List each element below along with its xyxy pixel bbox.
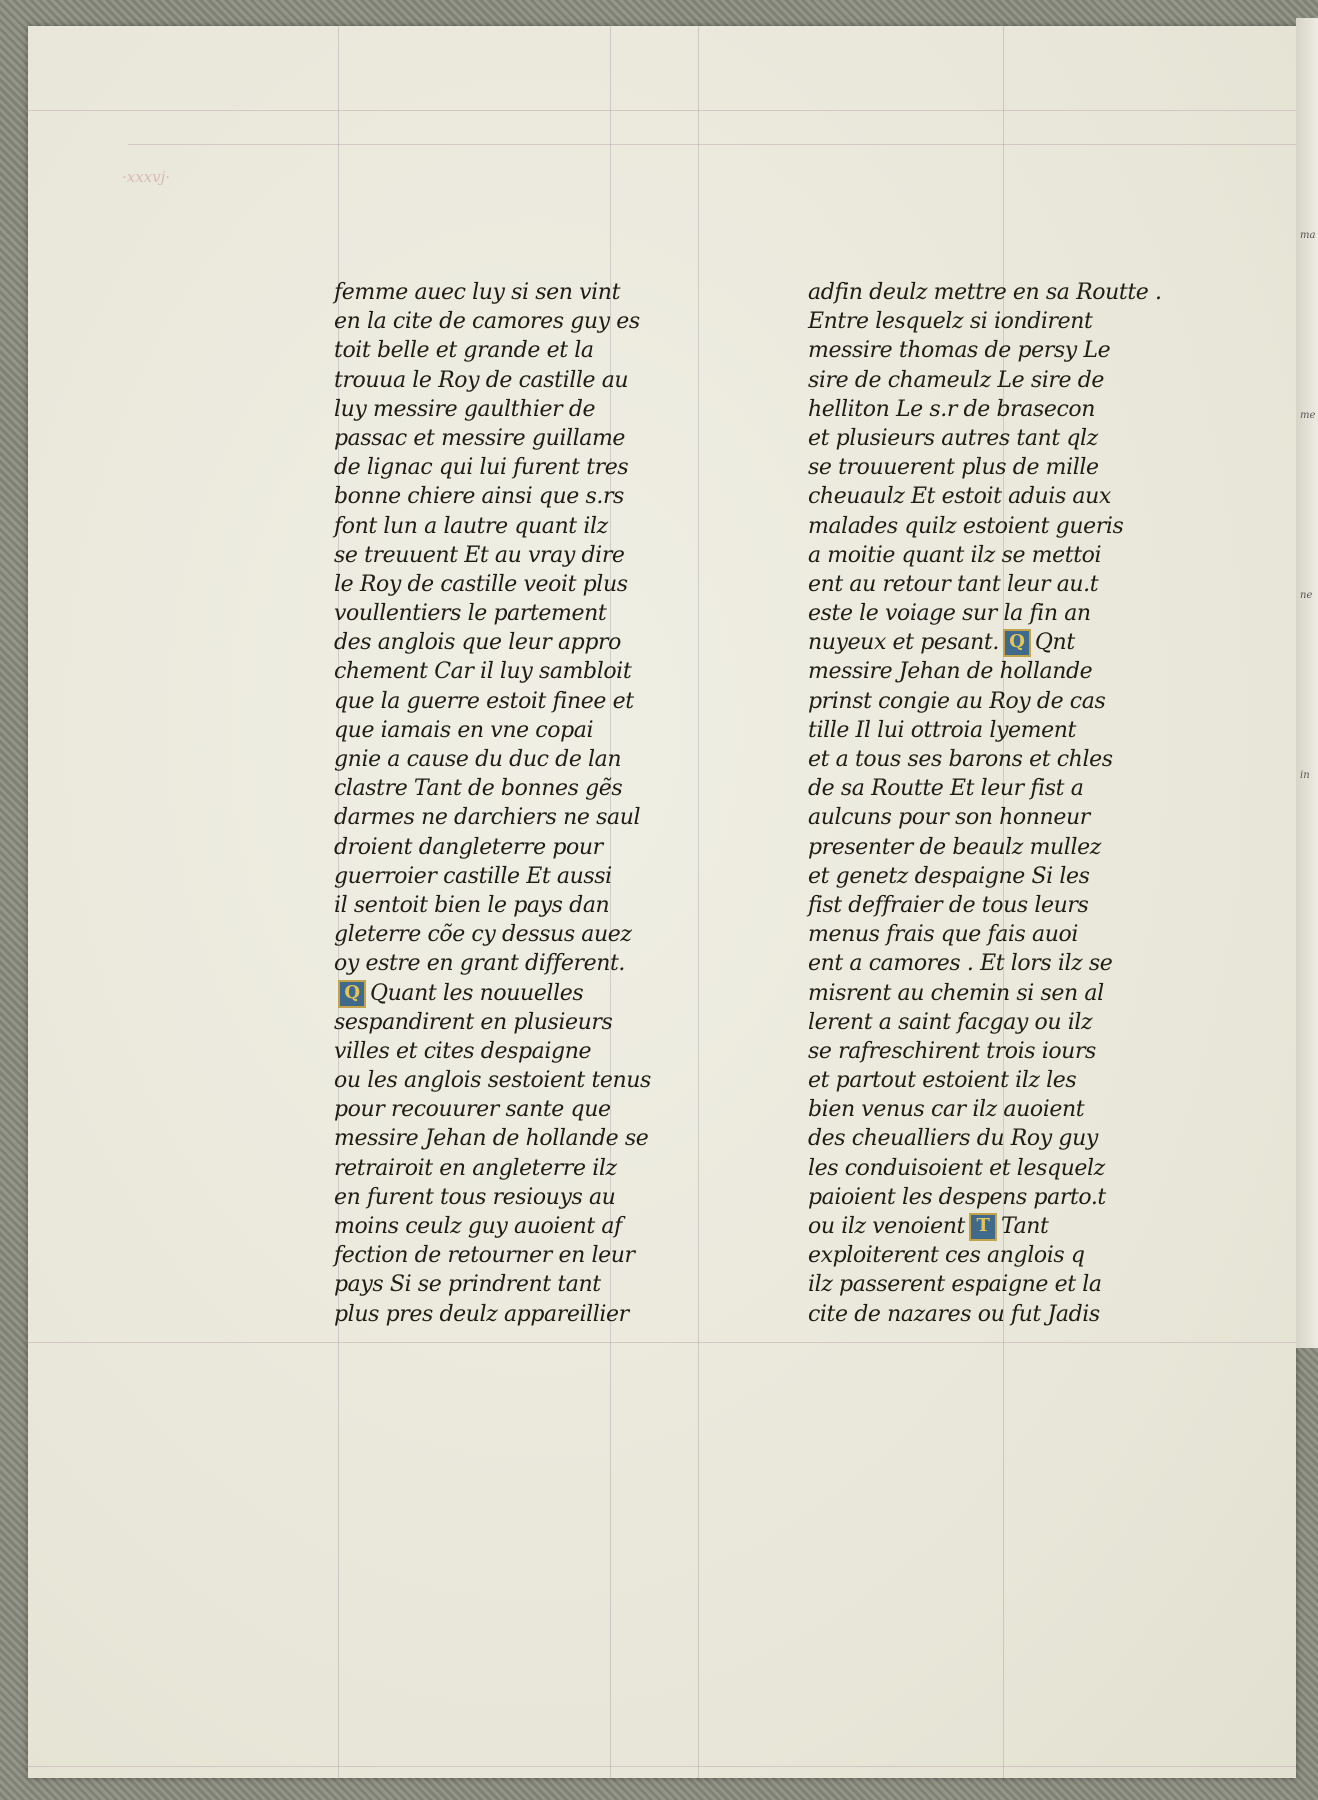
text-line [808,307,1162,336]
text-line [334,1154,651,1183]
line-text: font lun a lautre quant ilz [334,513,608,539]
line-text: que la guerre estoit finee et [334,688,634,714]
text-line [334,891,651,920]
line-text: luy messire gaulthier de [334,396,596,422]
text-line [808,366,1162,395]
text-line [334,512,651,541]
line-text: et a tous ses barons et chles [808,747,1113,772]
text-line [808,774,1162,803]
text-line [808,1300,1162,1329]
line-text: messire Jehan de hollande [808,659,1093,685]
line-text: menus frais que fais auoi [808,922,1079,948]
line-text: se trouuerent plus de mille [808,455,1099,481]
line-text: ent au retour tant leur au.t [808,571,1099,597]
text-line [334,833,651,862]
text-line [334,1300,651,1329]
text-line [334,366,651,395]
line-text: fection de retourner en leur [334,1243,635,1269]
line-text: ou les anglois sestoient tenus [334,1068,651,1094]
line-text: presenter de beaulz mullez [808,834,1101,860]
text-line [334,803,651,832]
line-text: de sa Routte Et leur fist a [808,776,1084,802]
text-line [808,541,1162,570]
text-line [808,453,1162,482]
text-line [334,1066,651,1095]
line-text: gleterre cõe cy dessus auez [334,922,632,948]
text-line [334,716,651,745]
text-line [808,278,1162,307]
text-line [808,1183,1162,1212]
text-line [808,336,1162,365]
line-text: trouua le Roy de castille au [334,367,629,393]
text-line [334,979,651,1008]
line-text: des cheualliers du Roy guy [808,1126,1098,1152]
line-text: ou ilz venoient [808,1214,965,1239]
line-text: voullentiers le partement [334,601,607,627]
line-text: sire de chameulz Le sire de [808,367,1105,393]
text-line [808,803,1162,832]
text-line [808,657,1162,686]
text-line [334,453,651,482]
line-text: toit belle et grande et la [334,338,594,364]
text-line [808,949,1162,978]
text-line [334,570,651,599]
text-line [334,628,651,657]
line-text: Quant les nouuelles [370,980,584,1006]
line-text: des anglois que leur appro [334,630,621,656]
text-line [808,1154,1162,1183]
ruling-line [698,26,699,1778]
line-text: a moitie quant ilz se mettoi [808,542,1102,568]
text-line [808,920,1162,949]
text-line [808,599,1162,628]
line-text: lerent a saint facgay ou ilz [808,1009,1093,1035]
line-text: de lignac qui lui furent tres [334,455,629,481]
line-text: helliton Le s.r de brasecon [808,396,1096,422]
line-text: aulcuns pour son honneur [808,805,1090,831]
text-line [808,1212,1162,1241]
text-line [334,1124,651,1153]
manuscript-page [28,26,1296,1778]
line-text: se treuuent Et au vray dire [334,542,625,568]
ruling-line [28,1766,1296,1767]
text-line [808,862,1162,891]
ruling-line [128,144,1296,145]
line-text: nuyeux et pesant. [808,630,999,656]
text-line [808,628,1162,657]
text-line [334,1037,651,1066]
text-line [808,1270,1162,1299]
illuminated-initial: Q [338,980,366,1008]
line-text: bonne chiere ainsi que s.rs [334,484,624,510]
line-text: darmes ne darchiers ne saul [334,805,641,831]
ruling-line [28,110,1296,111]
text-line [808,512,1162,541]
text-line [334,307,651,336]
line-text: cheuaulz Et estoit aduis aux [808,484,1111,510]
text-line [334,774,651,803]
line-text-after-initial: Qnt [1034,630,1075,656]
line-text: se rafreschirent trois iours [808,1038,1096,1064]
text-line [808,745,1162,774]
line-text: plus pres deulz appareillier [334,1301,629,1327]
folio-mark: ·xxxvj· [122,168,171,186]
text-line [334,541,651,570]
text-line [334,745,651,774]
text-line [334,1212,651,1241]
line-text: Entre lesquelz si iondirent [808,309,1093,335]
left-text-column [334,278,651,1329]
text-line [808,482,1162,511]
line-text: femme auec luy si sen vint [334,280,621,305]
line-text: droient dangleterre pour [334,834,603,860]
right-text-column [808,278,1162,1329]
text-line [808,979,1162,1008]
text-line [808,687,1162,716]
edge-text-fragment: in [1300,770,1310,781]
edge-text-fragment: ne [1300,590,1313,601]
text-line [808,1124,1162,1153]
line-text: pour recouurer sante que [334,1097,611,1123]
line-text: chement Car il luy sambloit [334,659,632,685]
line-text: ent a camores . Et lors ilz se [808,951,1113,977]
text-line [334,920,651,949]
text-line [808,1241,1162,1270]
line-text: moins ceulz guy auoient af [334,1214,622,1239]
illuminated-initial: Q [1003,629,1031,657]
text-line [334,687,651,716]
edge-text-fragment: me [1300,410,1316,421]
line-text: pays Si se prindrent tant [334,1272,601,1298]
line-text: et plusieurs autres tant qlz [808,425,1098,451]
line-text: en la cite de camores guy es [334,309,640,335]
text-line [808,1095,1162,1124]
line-text: et partout estoient ilz les [808,1068,1077,1094]
line-text: exploiterent ces anglois q [808,1243,1085,1269]
line-text: villes et cites despaigne [334,1038,592,1064]
text-line [808,1066,1162,1095]
line-text: paioient les despens parto.t [808,1184,1106,1210]
line-text: fist deffraier de tous leurs [808,892,1089,918]
line-text: bien venus car ilz auoient [808,1097,1085,1123]
text-line [808,395,1162,424]
text-line [808,891,1162,920]
text-line [808,1037,1162,1066]
line-text: tille Il lui ottroia lyement [808,717,1076,743]
text-line [334,1183,651,1212]
line-text: et genetz despaigne Si les [808,863,1090,889]
text-line [334,1008,651,1037]
text-line [808,570,1162,599]
text-line [334,336,651,365]
line-text: prinst congie au Roy de cas [808,688,1106,714]
line-text: cite de nazares ou fut Jadis [808,1301,1100,1327]
line-text: les conduisoient et lesquelz [808,1155,1105,1181]
text-line [808,716,1162,745]
line-text: sespandirent en plusieurs [334,1009,613,1035]
line-text: clastre Tant de bonnes gẽs [334,776,623,802]
adjacent-page-edge [1296,18,1318,1348]
line-text: este le voiage sur la fin an [808,601,1091,627]
line-text: ilz passerent espaigne et la [808,1272,1102,1298]
ruling-line [28,1342,1296,1343]
text-line [334,949,651,978]
text-line [334,862,651,891]
illuminated-initial: T [969,1213,997,1241]
line-text: guerroier castille Et aussi [334,863,612,889]
text-line [334,395,651,424]
line-text: oy estre en grant different. [334,951,626,977]
line-text: retrairoit en angleterre ilz [334,1155,617,1181]
text-line [334,278,651,307]
line-text: passac et messire guillame [334,425,626,451]
line-text: le Roy de castille veoit plus [334,571,628,597]
line-text: que iamais en vne copai [334,717,594,743]
text-line [334,1241,651,1270]
line-text: gnie a cause du duc de lan [334,747,622,772]
text-line [808,833,1162,862]
text-line [334,1270,651,1299]
text-line [334,657,651,686]
line-text: adfin deulz mettre en sa Routte . [808,280,1162,305]
text-line [334,424,651,453]
line-text-after-initial: Tant [1001,1214,1049,1239]
line-text: messire Jehan de hollande se [334,1126,649,1152]
text-line [334,482,651,511]
line-text: messire thomas de persy Le [808,338,1111,364]
line-text: misrent au chemin si sen al [808,980,1104,1006]
text-line [808,424,1162,453]
text-line [808,1008,1162,1037]
line-text: malades quilz estoient gueris [808,513,1124,539]
line-text: il sentoit bien le pays dan [334,892,610,918]
line-text: en furent tous resiouys au [334,1184,616,1210]
text-line [334,1095,651,1124]
text-line [334,599,651,628]
edge-text-fragment: ma [1300,230,1316,241]
